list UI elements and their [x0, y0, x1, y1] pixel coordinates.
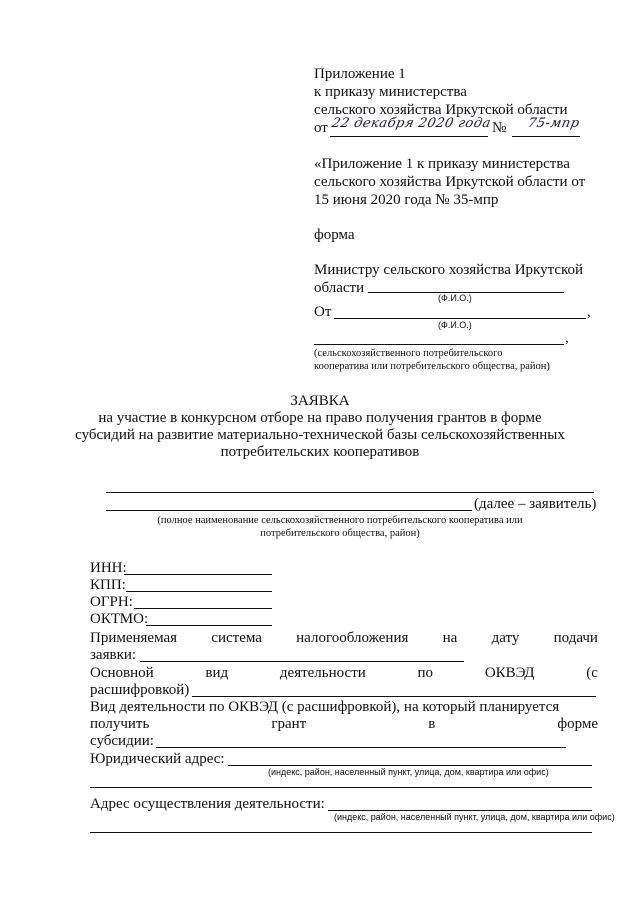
addressee-line-2: области — [314, 280, 365, 296]
handwritten-order-number: 75-мпр — [526, 116, 582, 131]
tax-word: система — [211, 630, 262, 646]
oktmo-field[interactable] — [146, 625, 272, 626]
grant-line3-label: субсидии: — [90, 733, 154, 749]
okved-word: вид — [205, 665, 229, 681]
appendix-ministry: сельского хозяйства Иркутской области — [314, 102, 568, 118]
applicant-name-field-1[interactable] — [106, 492, 594, 493]
org-field[interactable] — [314, 344, 564, 345]
legal-address-field[interactable] — [228, 765, 592, 766]
addressee-line-1: Министру сельского хозяйства Иркутской — [314, 262, 584, 278]
quote-line-1: «Приложение 1 к приказу министерства — [314, 156, 570, 172]
document-subtitle-1: на участие в конкурсном отборе на право получения грантов в форме — [98, 410, 542, 426]
inn-label: ИНН: — [90, 560, 127, 576]
tax-word: подачи — [553, 630, 598, 646]
order-date-line — [330, 136, 488, 137]
order-from-label: от — [314, 120, 328, 136]
grant-activity-field[interactable] — [156, 747, 566, 748]
activity-address-field-2[interactable] — [90, 832, 592, 833]
from-comma: , — [587, 304, 591, 320]
document-subtitle-3: потребительских кооперативов — [220, 444, 420, 460]
grant-word: грант — [271, 716, 307, 732]
legal-address-hint: (индекс, район, населенный пункт, улица, дом, квартира или офис) — [268, 767, 549, 777]
quote-line-3: 15 июня 2020 года № 35-мпр — [314, 192, 499, 208]
okved-row — [90, 665, 598, 682]
applicant-name-field-2[interactable] — [106, 510, 472, 511]
activity-address-label: Адрес осуществления деятельности: — [90, 796, 325, 812]
document-subtitle-2: субсидий на развитие материально-технической базы сельскохозяйственных — [75, 427, 565, 443]
inn-field[interactable] — [124, 574, 272, 575]
sender-fio-field[interactable] — [334, 318, 586, 319]
legal-address-field-2[interactable] — [90, 787, 592, 788]
appendix-title: Приложение 1 — [314, 66, 406, 82]
legal-address-label: Юридический адрес: — [90, 751, 225, 767]
grant-line-1: Вид деятельности по ОКВЭД (с расшифровкой), на который планируется — [90, 699, 560, 715]
tax-system-field[interactable] — [140, 661, 464, 662]
org-comma: , — [565, 330, 569, 346]
applicant-hint-1: (полное наименование сельскохозяйственного потребительского кооператива или — [157, 515, 523, 526]
tax-word: дату — [491, 630, 520, 646]
order-number-line — [512, 136, 580, 137]
form-label: форма — [314, 227, 355, 243]
grant-row — [90, 716, 598, 733]
order-number-sign: № — [492, 120, 507, 136]
org-hint-2: кооператива или потребительского общества, район) — [314, 361, 550, 372]
grant-word: форме — [557, 716, 598, 732]
okved-line2-label: расшифровкой) — [90, 682, 190, 698]
oktmo-label: ОКТМО: — [90, 611, 149, 627]
handwritten-order-date: 22 декабря 2020 года — [330, 116, 493, 131]
grant-word: получить — [90, 716, 150, 732]
appendix-order: к приказу министерства — [314, 84, 467, 100]
okved-field[interactable] — [192, 696, 596, 697]
ogrn-field[interactable] — [134, 608, 272, 609]
fio-hint-2: (Ф.И.О.) — [438, 320, 472, 330]
activity-address-hint: (индекс, район, населенный пункт, улица, дом, квартира или офис) — [334, 812, 615, 822]
document-title: ЗАЯВКА — [290, 393, 350, 409]
okved-word: по — [417, 665, 434, 681]
okved-word: деятельности — [279, 665, 366, 681]
kpp-label: КПП: — [90, 577, 126, 593]
applicant-suffix: (далее – заявитель) — [474, 496, 597, 512]
tax-word: на — [442, 630, 458, 646]
org-hint-1: (сельскохозяйственного потребительского — [314, 348, 503, 359]
tax-line2-label: заявки: — [90, 647, 137, 663]
fio-hint-1: (Ф.И.О.) — [438, 293, 472, 303]
from-label: От — [314, 304, 332, 320]
okved-word: (с — [586, 665, 598, 681]
kpp-field[interactable] — [126, 591, 272, 592]
okved-word: Основной — [90, 665, 154, 681]
grant-word: в — [428, 716, 436, 732]
ogrn-label: ОГРН: — [90, 594, 133, 610]
tax-word: Применяемая — [90, 630, 178, 646]
tax-system-row — [90, 630, 598, 647]
activity-address-field[interactable] — [328, 810, 592, 811]
tax-word: налогообложения — [296, 630, 409, 646]
okved-word: ОКВЭД — [484, 665, 535, 681]
applicant-hint-2: потребительского общества, район) — [260, 528, 420, 539]
quote-line-2: сельского хозяйства Иркутской области от — [314, 174, 586, 190]
